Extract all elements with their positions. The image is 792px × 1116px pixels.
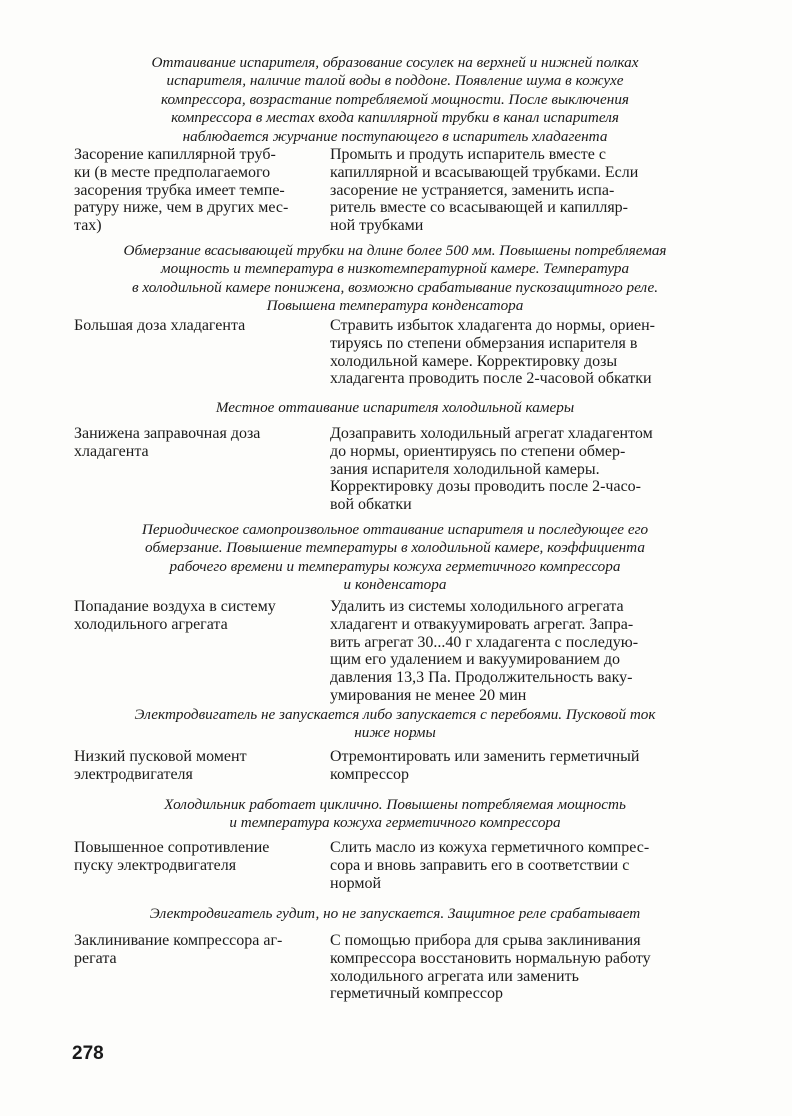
- remedy-line: компрессора восстановить нормальную работу: [330, 949, 651, 967]
- remedy-line: давления 13,3 Па. Продолжительность ваку-: [330, 669, 633, 687]
- heading-line: Электродвигатель гудит, но не запускается. Защитное реле срабатывает: [149, 905, 641, 922]
- remedy-line: вить агрегат 30...40 г хладагента с последую-: [330, 633, 639, 651]
- symptom-heading: [70, 399, 720, 417]
- symptom-heading: [70, 706, 720, 743]
- heading-line: испарителя, наличие талой воды в поддоне. Появление шума в кожухе: [166, 72, 624, 90]
- fault-line: Попадание воздуха в систему: [74, 598, 276, 615]
- symptom-heading: [70, 796, 720, 833]
- fault-line: тах): [74, 217, 102, 235]
- remedy-text: [330, 425, 720, 514]
- fault-cause: [74, 425, 324, 461]
- fault-line: Низкий пусковой момент: [74, 748, 247, 765]
- fault-cause: [74, 317, 324, 335]
- heading-line: мощность и температура в низкотемпературной камере. Температура: [160, 260, 630, 278]
- fault-line: хладагента: [74, 442, 149, 460]
- fault-cause: [74, 748, 324, 784]
- heading-line: ниже нормы: [354, 724, 436, 742]
- page-number: 278: [72, 1043, 104, 1064]
- remedy-line: Корректировку дозы проводить после 2-часо-: [330, 478, 641, 496]
- heading-line: и температура кожуха герметичного компрессора: [229, 814, 561, 832]
- fault-line: электродвигателя: [74, 765, 193, 783]
- remedy-line: герметичный компрессор: [330, 985, 503, 1003]
- remedy-line: щим его удалением и вакуумированием до: [330, 651, 621, 669]
- heading-line: рабочего времени и температуры кожуха герметичного компрессора: [169, 557, 621, 575]
- remedy-line: вой обкатки: [330, 496, 412, 514]
- fault-line: ки (в месте предполагаемого: [74, 163, 271, 181]
- remedy-text: [330, 598, 720, 705]
- fault-cause: [74, 932, 324, 968]
- heading-line: Местное оттаивание испарителя холодильной камеры: [215, 399, 575, 416]
- fault-line: Занижена заправочная доза: [74, 425, 261, 442]
- fault-line: засорения трубка имеет темпе-: [74, 181, 285, 199]
- heading-line: Оттаивание испарителя, образование сосулек на верхней и нижней полках: [151, 54, 639, 71]
- remedy-line: капиллярной и всасывающей трубками. Если: [330, 163, 639, 181]
- fault-line: Большая доза хладагента: [74, 317, 246, 334]
- remedy-line: хладагента проводить после 2-часовой обкатки: [330, 370, 652, 388]
- remedy-line: Стравить избыток хладагента до нормы, ориен-: [330, 317, 656, 334]
- heading-line: наблюдается журчание поступающего в испаритель хладагента: [182, 127, 608, 145]
- fault-cause: [74, 146, 324, 235]
- remedy-line: холодильной камере. Корректировку дозы: [330, 352, 618, 370]
- heading-line: Периодическое самопроизвольное оттаивание испарителя и последующее его: [141, 521, 649, 538]
- fault-cause: [74, 839, 324, 875]
- remedy-line: Слить масло из кожуха герметичного компрес-: [330, 839, 650, 856]
- remedy-line: засорение не устраняется, заменить испа-: [330, 181, 615, 199]
- fault-line: Засорение капиллярной труб-: [74, 146, 276, 163]
- remedy-line: ритель вместе со всасывающей и капилляр-: [330, 199, 628, 217]
- remedy-line: зания испарителя холодильной камеры.: [330, 460, 600, 478]
- remedy-line: до нормы, ориентируясь по степени обмер-: [330, 442, 626, 460]
- heading-line: Холодильник работает циклично. Повышены потребляемая мощность: [164, 796, 626, 813]
- symptom-heading: [70, 905, 720, 923]
- remedy-line: компрессор: [330, 765, 410, 783]
- heading-line: и конденсатора: [343, 576, 447, 594]
- remedy-line: Дозаправить холодильный агрегат хладагентом: [330, 425, 653, 442]
- symptom-heading: [70, 521, 720, 595]
- remedy-text: [330, 932, 720, 1003]
- remedy-line: ной трубками: [330, 217, 424, 235]
- fault-line: холодильного агрегата: [74, 615, 228, 633]
- fault-cause: [74, 598, 324, 634]
- symptom-heading: [70, 54, 720, 146]
- remedy-text: [330, 748, 720, 784]
- fault-line: Заклинивание компрессора аг-: [74, 932, 283, 949]
- heading-line: в холодильной камере понижена, возможно срабатывание пускозащитного реле.: [131, 278, 659, 296]
- remedy-line: сора и вновь заправить его в соответствии с: [330, 856, 630, 874]
- remedy-text: [330, 146, 720, 235]
- heading-line: компрессора в местах входа капиллярной трубки в канал испарителя: [171, 109, 619, 127]
- remedy-line: С помощью прибора для срыва заклинивания: [330, 932, 641, 949]
- heading-line: Электродвигатель не запускается либо запускается с перебоями. Пусковой ток: [134, 706, 656, 723]
- symptom-heading: [70, 242, 720, 316]
- fault-line: Повышенное сопротивление: [74, 839, 270, 856]
- remedy-line: нормой: [330, 874, 382, 892]
- remedy-line: холодильного агрегата или заменить: [330, 967, 579, 985]
- heading-line: Повышена температура конденсатора: [266, 297, 524, 315]
- remedy-line: Отремонтировать или заменить герметичный: [330, 748, 640, 765]
- remedy-line: Удалить из системы холодильного агрегата: [330, 598, 624, 615]
- fault-line: ратуру ниже, чем в других мес-: [74, 199, 289, 217]
- heading-line: обмерзание. Повышение температуры в холодильной камере, коэффициента: [145, 539, 645, 557]
- remedy-text: [330, 317, 720, 388]
- remedy-line: хладагент и отвакуумировать агрегат. Запра-: [330, 615, 634, 633]
- remedy-line: тируясь по степени обмерзания испарителя в: [330, 334, 638, 352]
- remedy-text: [330, 839, 720, 892]
- heading-line: компрессора, возрастание потребляемой мощности. После выключения: [161, 90, 629, 108]
- remedy-line: умирования не менее 20 мин: [330, 686, 527, 704]
- fault-line: пуску электродвигателя: [74, 856, 237, 874]
- heading-line: Обмерзание всасывающей трубки на длине более 500 мм. Повышены потребляемая: [123, 242, 667, 259]
- remedy-line: Промыть и продуть испаритель вместе с: [330, 146, 606, 163]
- fault-line: регата: [74, 949, 117, 967]
